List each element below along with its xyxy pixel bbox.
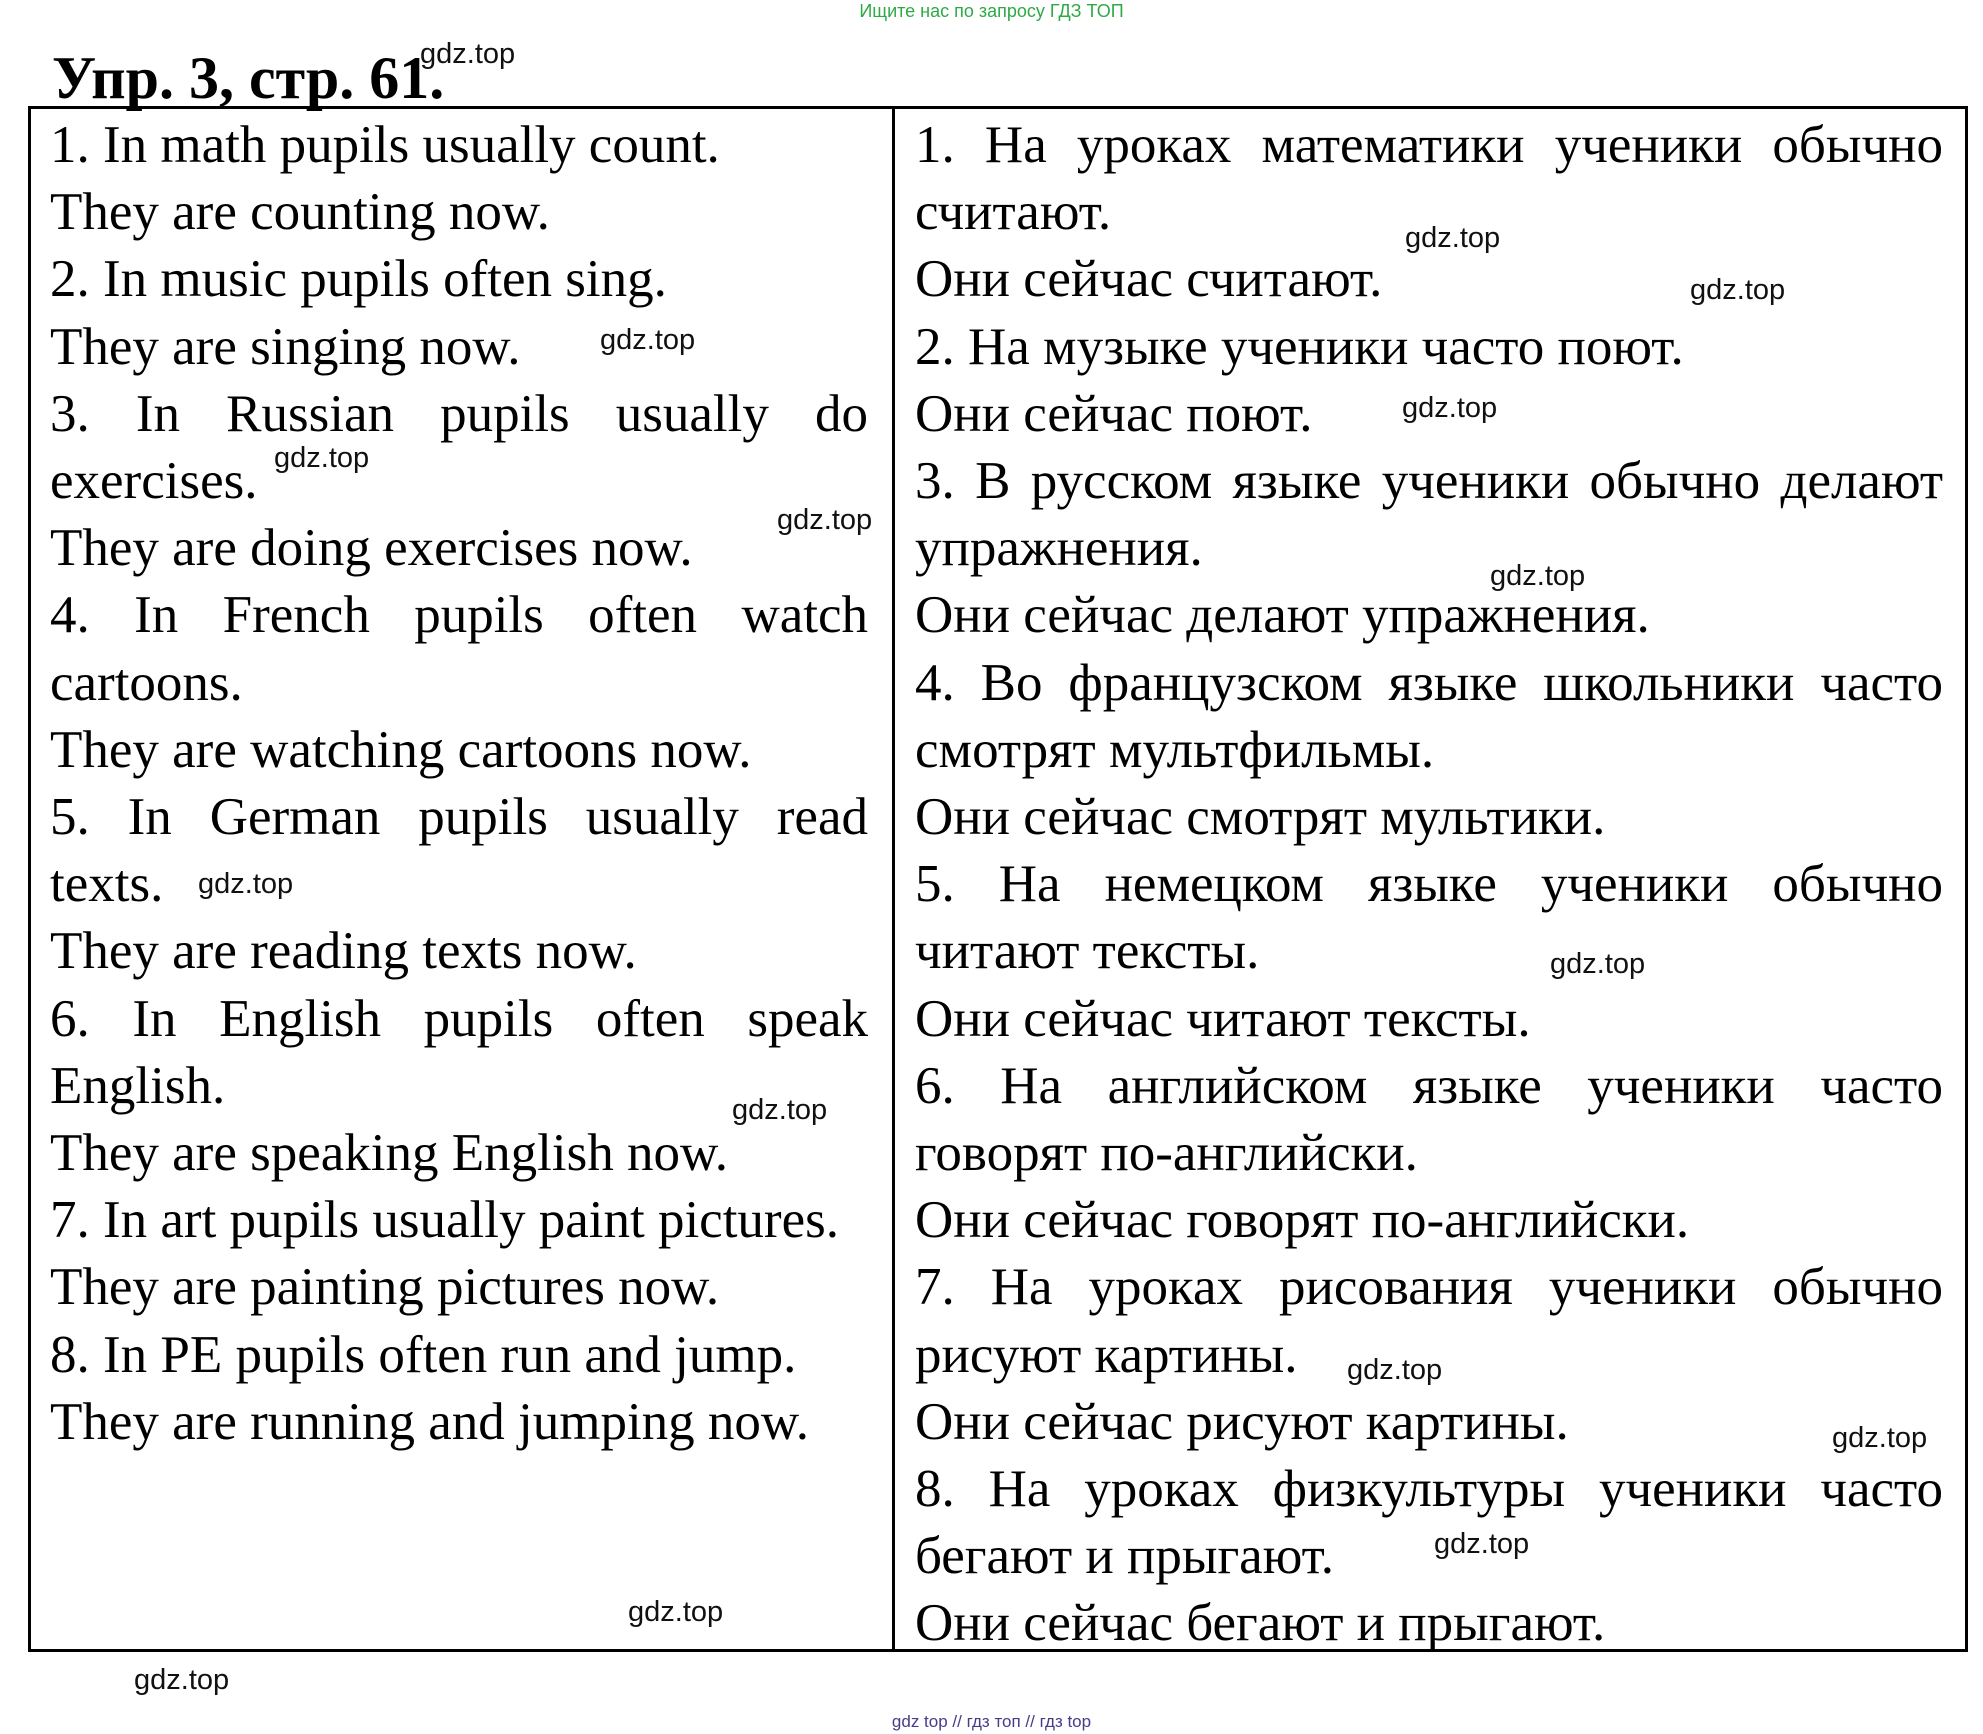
- watermark: gdz.top: [1402, 392, 1498, 424]
- watermark: gdz.top: [1405, 222, 1501, 254]
- english-line: 3. In Russian pupils usually do exercises.: [50, 384, 868, 511]
- english-line: 2. In music pupils often sing.: [50, 250, 667, 309]
- watermark: gdz.top: [600, 324, 696, 356]
- russian-line: Они сейчас бегают и прыгают.: [915, 1594, 1606, 1653]
- russian-line: Они сейчас рисуют картины.: [915, 1392, 1569, 1451]
- english-line: 4. In French pupils often watch cartoons.: [50, 586, 868, 712]
- english-line: They are doing exercises now.: [50, 519, 693, 578]
- english-line: They are running and jumping now.: [50, 1392, 810, 1451]
- russian-line: 8. На уроках физкультуры ученики часто бегают и прыгают.: [915, 1460, 1943, 1586]
- watermark: gdz.top: [420, 38, 516, 70]
- watermark: gdz.top: [777, 504, 873, 536]
- watermark: gdz.top: [1434, 1528, 1530, 1560]
- russian-line: Они сейчас поют.: [915, 384, 1313, 443]
- top-banner: Ищите нас по запросу ГДЗ ТОП: [859, 1, 1124, 21]
- page-title: Упр. 3, стр. 61.: [52, 45, 445, 111]
- watermark: gdz.top: [1550, 948, 1646, 980]
- english-line: They are speaking English now.: [50, 1124, 729, 1183]
- russian-line: Они сейчас говорят по-английски.: [915, 1191, 1690, 1250]
- english-line: 1. In math pupils usually count.: [50, 116, 720, 174]
- watermark: gdz.top: [198, 868, 294, 900]
- watermark: gdz.top: [134, 1664, 230, 1696]
- russian-line: Они сейчас читают тексты.: [915, 989, 1531, 1048]
- russian-line: 2. На музыке ученики часто поют.: [915, 317, 1684, 376]
- russian-column: [915, 112, 1943, 1658]
- english-line: 6. In English pupils often speak English.: [50, 989, 868, 1115]
- english-line: They are counting now.: [50, 183, 550, 242]
- russian-line: 6. На английском языке ученики часто говорят по-английски.: [915, 1056, 1943, 1183]
- english-line: They are watching cartoons now.: [50, 720, 752, 779]
- russian-line: Они сейчас смотрят мультики.: [915, 788, 1606, 847]
- watermark: gdz.top: [274, 442, 370, 474]
- watermark: gdz.top: [628, 1596, 724, 1628]
- watermark: gdz.top: [1832, 1422, 1928, 1454]
- russian-line: 7. На уроках рисования ученики обычно рисуют картины.: [915, 1258, 1943, 1384]
- english-line: They are painting pictures now.: [50, 1258, 720, 1317]
- russian-line: 5. На немецком языке ученики обычно читают тексты.: [915, 855, 1943, 981]
- footer: gdz top // гдз топ // гдз top: [891, 1712, 1092, 1731]
- english-line: 7. In art pupils usually paint pictures.: [50, 1191, 839, 1250]
- russian-line: Они сейчас делают упражнения.: [915, 586, 1650, 645]
- russian-line: 4. Во французском языке школьники часто смотрят мультфильмы.: [915, 653, 1943, 779]
- watermark: gdz.top: [1690, 274, 1786, 306]
- english-line: 8. In PE pupils often run and jump.: [50, 1325, 797, 1384]
- column-divider: [892, 106, 895, 1652]
- watermark: gdz.top: [1490, 560, 1586, 592]
- russian-line: 3. В русском языке ученики обычно делают упражнения.: [915, 452, 1943, 578]
- english-column: [50, 112, 868, 1456]
- watermark: gdz.top: [732, 1094, 828, 1126]
- watermark: gdz.top: [1347, 1354, 1443, 1386]
- english-line: 5. In German pupils usually read texts.: [50, 788, 868, 914]
- russian-line: Они сейчас считают.: [915, 250, 1383, 309]
- english-line: They are reading texts now.: [50, 922, 637, 981]
- russian-line: 1. На уроках математики ученики обычно считают.: [915, 116, 1943, 242]
- english-line: They are singing now.: [50, 317, 521, 376]
